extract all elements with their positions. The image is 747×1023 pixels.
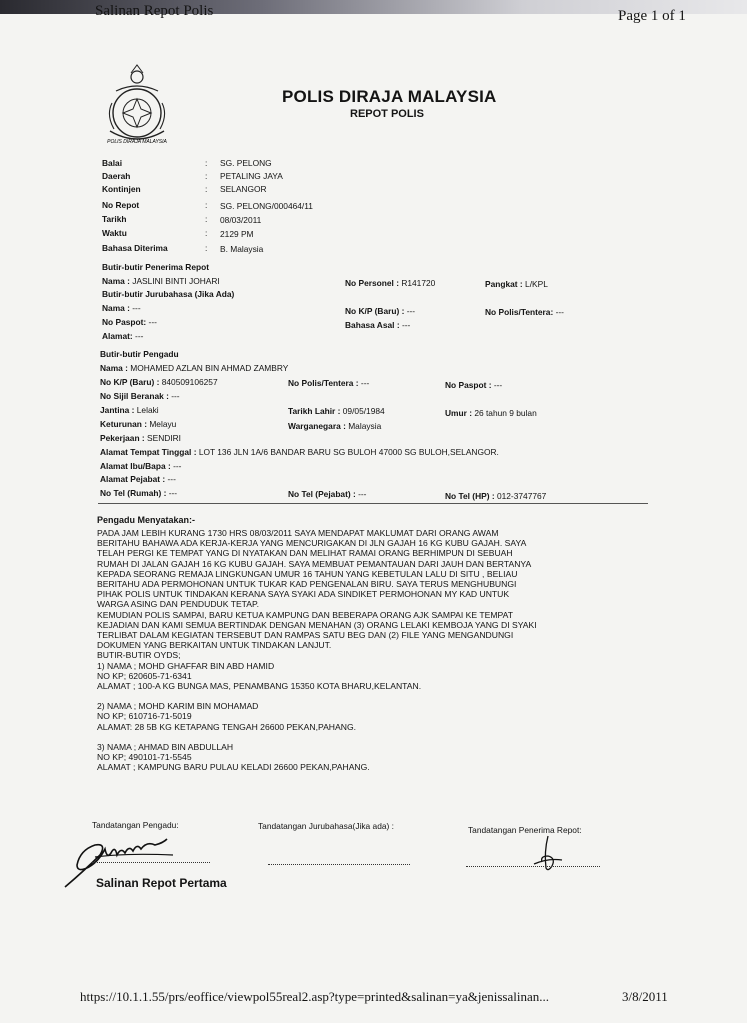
interpreter-name: --- [132, 303, 141, 313]
tel-pejabat-label: No Tel (Pejabat) : [288, 489, 356, 499]
detail-sep: : [205, 171, 208, 181]
statement-line [97, 732, 537, 742]
statement-line: TELAH PERGI KE TEMPAT YANG DI NYATAKAN DAN MELIHAT RAMAI ORANG BERHIMPUN DI SEBUAH [97, 548, 513, 559]
pejabat-value: --- [167, 474, 176, 484]
interpreter-paspot-label: No Paspot: [102, 317, 147, 327]
umur-value: 26 tahun 9 bulan [474, 408, 537, 418]
statement-line: 2) NAMA ; MOHD KARIM BIN MOHAMAD [97, 701, 259, 712]
detail-label: Daerah [102, 171, 131, 181]
personel-value: R141720 [401, 278, 436, 288]
complainant-paspot-label: No Paspot : [445, 380, 492, 390]
detail-sep: : [205, 243, 208, 253]
jantina-value: Lelaki [136, 405, 159, 415]
sig-label-penerima: Tandatangan Penerima Repot: [468, 825, 582, 835]
statement-line: ALAMAT: 28 5B KG KETAPANG TENGAH 26600 PEKAN,PAHANG. [97, 721, 357, 732]
pekerjaan-label: Pekerjaan : [100, 433, 145, 443]
statement-line: DOKUMEN YANG BERKAITAN UNTUK TINDAKAN LANJUT. [97, 640, 332, 651]
lahir-label: Tarikh Lahir : [288, 406, 341, 416]
detail-value: PETALING JAYA [220, 171, 283, 181]
statement-line: NO KP; 610716-71-5019 [97, 711, 192, 722]
detail-sep: : [205, 214, 208, 224]
tel-rumah-value: --- [168, 488, 178, 498]
interpreter-polis: --- [555, 307, 564, 317]
statement-line [97, 691, 537, 701]
complainant-polis: --- [360, 378, 370, 388]
interpreter-paspot: --- [148, 317, 157, 327]
lahir-value: 09/05/1984 [342, 406, 385, 416]
interpreter-kp: --- [406, 306, 416, 316]
detail-value: SG. PELONG [220, 158, 272, 168]
receiver-name-label: Nama : [102, 276, 130, 286]
detail-label: Bahasa Diterima [102, 243, 168, 253]
interpreter-alamat: --- [135, 331, 144, 341]
sig-line-jurubahasa [268, 864, 410, 865]
detail-sep: : [205, 184, 208, 194]
statement-line: ALAMAT ; KAMPUNG BARU PULAU KELADI 26600 PEKAN,PAHANG. [97, 762, 370, 773]
detail-value: SG. PELONG/000464/11 [220, 201, 313, 211]
sig-label-jurubahasa: Tandatangan Jurubahasa(Jika ada) : [258, 821, 394, 831]
complainant-polis-label: No Polis/Tentera : [288, 378, 359, 388]
interpreter-heading: Butir-butir Jurubahasa (Jika Ada) [102, 289, 235, 299]
detail-label: Tarikh [102, 214, 127, 224]
tel-pejabat-value: --- [358, 489, 367, 499]
detail-value: 08/03/2011 [220, 215, 262, 225]
tinggal-label: Alamat Tempat Tinggal : [100, 447, 197, 457]
svg-text:POLIS DIRAJA MALAYSIA: POLIS DIRAJA MALAYSIA [107, 139, 167, 145]
detail-label: No Repot [102, 200, 140, 210]
statement-line: NO KP; 620605-71-6341 [97, 670, 192, 681]
detail-value: B. Malaysia [220, 244, 264, 254]
detail-value: 2129 PM [220, 229, 254, 239]
page-number: Page 1 of 1 [618, 8, 686, 24]
tel-hp-value: 012-3747767 [496, 491, 547, 501]
tinggal-value: LOT 136 JLN 1A/6 BANDAR BARU SG BULOH 47000 SG BULOH,SELANGOR. [198, 447, 499, 457]
statement-line: RUMAH DI JALAN GAJAH 16 KG KUBU GAJAH. SAYA MEMBUAT PEMANTAUAN DARI JAUH DAN BERTANYA [97, 558, 532, 569]
sijil-value: --- [171, 391, 180, 401]
copy-label: Salinan Repot Pertama [96, 876, 227, 890]
detail-label: Balai [102, 158, 123, 168]
statement-body [97, 528, 537, 772]
statement-line: KEPADA SEORANG REMAJA LINGKUNGAN UMUR 16 TAHUN YANG KEBETULAN LALU DI SITU , BELIAU [97, 568, 518, 579]
sig-line-penerima [466, 866, 600, 867]
receiver-name: JASLINI BINTI JOHARI [132, 276, 220, 286]
pejabat-label: Alamat Pejabat : [100, 474, 166, 484]
receiver-heading: Butir-butir Penerima Repot [102, 262, 210, 272]
ibubapa-label: Alamat Ibu/Bapa : [100, 461, 171, 471]
interpreter-kp-label: No K/P (Baru) : [345, 306, 405, 316]
keturunan-value: Melayu [149, 419, 177, 429]
interpreter-alamat-label: Alamat: [102, 331, 133, 341]
warga-value: Malaysia [348, 421, 382, 431]
sig-label-pengadu: Tandatangan Pengadu: [92, 820, 179, 830]
interpreter-bahasa: --- [401, 320, 411, 330]
complainant-paspot: --- [493, 380, 503, 390]
tel-rumah-label: No Tel (Rumah) : [100, 488, 167, 498]
statement-line: BERITAHU ADA PERMOHONAN UNTUK TUKAR KAD PENGENALAN BIRU. SAYA TERUS MENGHUBUNGI [97, 579, 517, 590]
complainant-name-label: Nama : [100, 363, 128, 373]
statement-line: 1) NAMA ; MOHD GHAFFAR BIN ABD HAMID [97, 660, 275, 671]
police-crest-logo [98, 63, 176, 151]
personel-label: No Personel : [345, 278, 399, 288]
detail-label: Kontinjen [102, 184, 141, 194]
keturunan-label: Keturunan : [100, 419, 147, 429]
tel-hp-label: No Tel (HP) : [445, 491, 495, 501]
statement-line: PIHAK POLIS UNTUK TINDAKAN KERANA SAYA SYAKI ADA SINDIKET PERMOHONAN MY KAD UNTUK [97, 589, 510, 600]
receiver-signature [528, 832, 568, 874]
jantina-label: Jantina : [100, 405, 135, 415]
detail-value: SELANGOR [220, 184, 267, 194]
interpreter-polis-label: No Polis/Tentera: [485, 307, 554, 317]
statement-line: BERITAHU BAHAWA ADA KERJA-KERJA YANG MENCURIGAKAN DI JLN GAJAH 16 KG KUBU GAJAH. SAYA [97, 538, 527, 549]
pekerjaan-value: SENDIRI [147, 433, 182, 443]
statement-line: KEMUDIAN POLIS SAMPAI, BARU KETUA KAMPUNG DAN BEBERAPA ORANG AJK SAMPAI KE TEMPAT [97, 609, 513, 620]
pangkat-value: L/KPL [525, 279, 548, 289]
statement-line: 3) NAMA ; AHMAD BIN ABDULLAH [97, 741, 234, 752]
statement-line: TERLIBAT DALAM KEGIATAN TERSEBUT DAN RAMPAS SATU BEG DAN (2) FILE YANG MENGANDUNGI [97, 630, 514, 641]
detail-sep: : [205, 158, 208, 168]
statement-line: BUTIR-BUTIR OYDS; [97, 650, 181, 661]
statement-line: PADA JAM LEBIH KURANG 1730 HRS 08/03/2011 SAYA MENDAPAT MAKLUMAT DARI ORANG AWAM [97, 528, 499, 538]
interpreter-name-label: Nama : [102, 303, 130, 313]
umur-label: Umur : [445, 408, 472, 418]
detail-sep: : [205, 228, 208, 238]
ibubapa-value: --- [173, 461, 182, 471]
complainant-kp: 840509106257 [161, 377, 218, 387]
interpreter-bahasa-label: Bahasa Asal : [345, 320, 400, 330]
sig-line-pengadu [92, 862, 210, 863]
organization-title: POLIS DIRAJA MALAYSIA [282, 87, 497, 106]
statement-line: NO KP; 490101-71-5545 [97, 752, 192, 763]
statement-heading: Pengadu Menyatakan:- [97, 515, 196, 525]
detail-sep: : [205, 200, 208, 210]
section-divider [98, 503, 648, 504]
statement-line: ALAMAT ; 100-A KG BUNGA MAS, PENAMBANG 15350 KOTA BHARU,KELANTAN. [97, 681, 422, 692]
footer-date: 3/8/2011 [622, 989, 668, 1004]
pangkat-label: Pangkat : [485, 279, 523, 289]
report-title: REPOT POLIS [350, 108, 424, 120]
footer-url: https://10.1.1.55/prs/eoffice/viewpol55real2.asp?type=printed&salinan=ya&jenissalinan... [80, 989, 549, 1004]
complainant-heading: Butir-butir Pengadu [100, 349, 179, 359]
page-header-title: Salinan Repot Polis [95, 3, 214, 19]
statement-line: KEJADIAN DAN KAMI SEMUA BERTINDAK DENGAN MENAHAN (3) ORANG LELAKI KEMBOJA YANG DI SYAKI [97, 619, 537, 630]
sijil-label: No Sijil Beranak : [100, 391, 169, 401]
complainant-kp-label: No K/P (Baru) : [100, 377, 160, 387]
warga-label: Warganegara : [288, 421, 346, 431]
statement-line: WARGA ASING DAN PENDUDUK TETAP. [97, 599, 260, 610]
detail-label: Waktu [102, 228, 127, 238]
complainant-name: MOHAMED AZLAN BIN AHMAD ZAMBRY [130, 363, 289, 373]
